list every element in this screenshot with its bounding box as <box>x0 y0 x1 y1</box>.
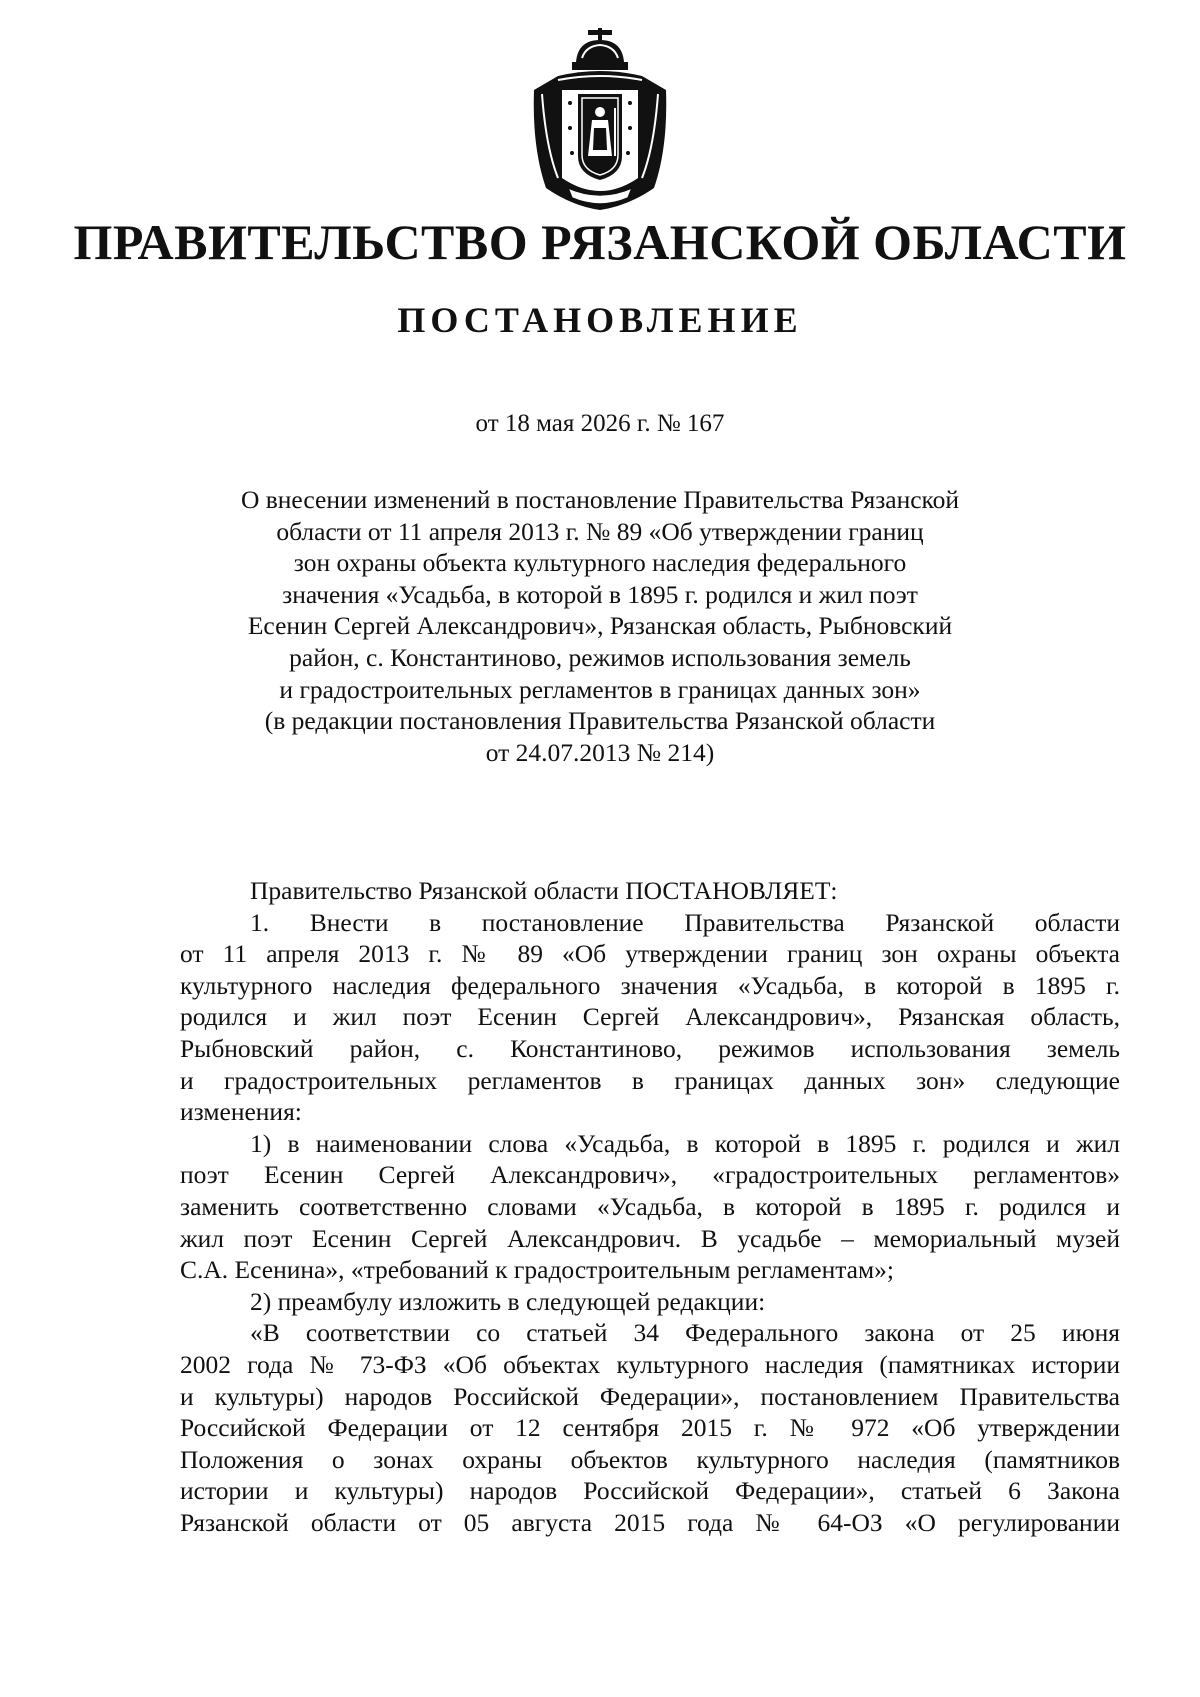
body-line: Рыбновский район, с. Константиново, режимов использования земель <box>180 1033 1120 1063</box>
document-subject <box>220 484 980 768</box>
body-line: и градостроительных регламентов в границах данных зон» следующие <box>180 1065 1120 1095</box>
body-line: «В соответствии со статьей 34 Федерального закона от 25 июня <box>250 1318 1120 1348</box>
body-line: Положения о зонах охраны объектов культурного наследия (памятников <box>180 1444 1120 1474</box>
body-line: 1) в наименовании слова «Усадьба, в которой в 1895 г. родился и жил <box>250 1128 1120 1158</box>
body-line: заменить соответственно словами «Усадьба, в которой в 1895 г. родился и <box>180 1191 1120 1221</box>
subject-line: зон охраны объекта культурного наследия федерального <box>293 548 907 578</box>
document-type: ПОСТАНОВЛЕНИЕ <box>397 300 803 340</box>
body-line: и культуры) народов Российской Федерации», постановлением Правительства <box>180 1381 1120 1411</box>
body-line: Правительство Рязанской области ПОСТАНОВЛЯЕТ: <box>250 876 838 905</box>
body-line: родился и жил поэт Есенин Сергей Александрович», Рязанская область, <box>180 1002 1120 1032</box>
body-line: изменения: <box>180 1097 302 1127</box>
body-line: Российской Федерации от 12 сентября 2015 г. № 972 «Об утверждении <box>180 1413 1120 1443</box>
subject-line: и градостроительных регламентов в границах данных зон» <box>279 674 921 704</box>
subject-line: район, с. Константиново, режимов использования земель <box>289 642 911 672</box>
body-line: культурного наследия федерального значения «Усадьба, в которой в 1895 г. <box>180 970 1120 1000</box>
body-line: С.А. Есенина», «требований к градостроительным регламентам»; <box>180 1255 894 1285</box>
subject-line: от 24.07.2013 № 214) <box>485 737 715 767</box>
subject-line: значения «Усадьба, в которой в 1895 г. родился и жил поэт <box>282 579 918 609</box>
document-body <box>180 875 1120 1538</box>
body-line: 2) преамбулу изложить в следующей редакции: <box>250 1286 766 1316</box>
body-line: 2002 года № 73-ФЗ «Об объектах культурного наследия (памятниках истории <box>180 1349 1120 1379</box>
body-line: 1. Внести в постановление Правительства Рязанской области <box>250 907 1120 937</box>
body-line: поэт Есенин Сергей Александрович», «градостроительных регламентов» <box>180 1160 1120 1190</box>
body-line: от 11 апреля 2013 г. № 89 «Об утверждении границ зон охраны объекта <box>180 939 1120 969</box>
subject-line: (в редакции постановления Правительства Рязанской области <box>264 706 936 736</box>
document-date-number: от 18 мая 2026 г. № 167 <box>475 410 725 437</box>
body-line: истории и культуры) народов Российской Федерации», статьей 6 Закона <box>180 1476 1120 1506</box>
body-line: Рязанской области от 05 августа 2015 года № 64-ОЗ «О регулировании <box>180 1507 1120 1537</box>
subject-line: О внесении изменений в постановление Правительства Рязанской <box>240 485 960 514</box>
subject-line: Есенин Сергей Александрович», Рязанская область, Рыбновский <box>247 611 953 641</box>
coat-of-arms-icon <box>528 28 672 218</box>
subject-line: области от 11 апреля 2013 г. № 89 «Об утверждении границ <box>276 516 924 546</box>
government-title: ПРАВИТЕЛЬСТВО РЯЗАНСКОЙ ОБЛАСТИ <box>73 214 1127 270</box>
body-line: жил поэт Есенин Сергей Александрович. В усадьбе – мемориальный музей <box>180 1223 1120 1253</box>
